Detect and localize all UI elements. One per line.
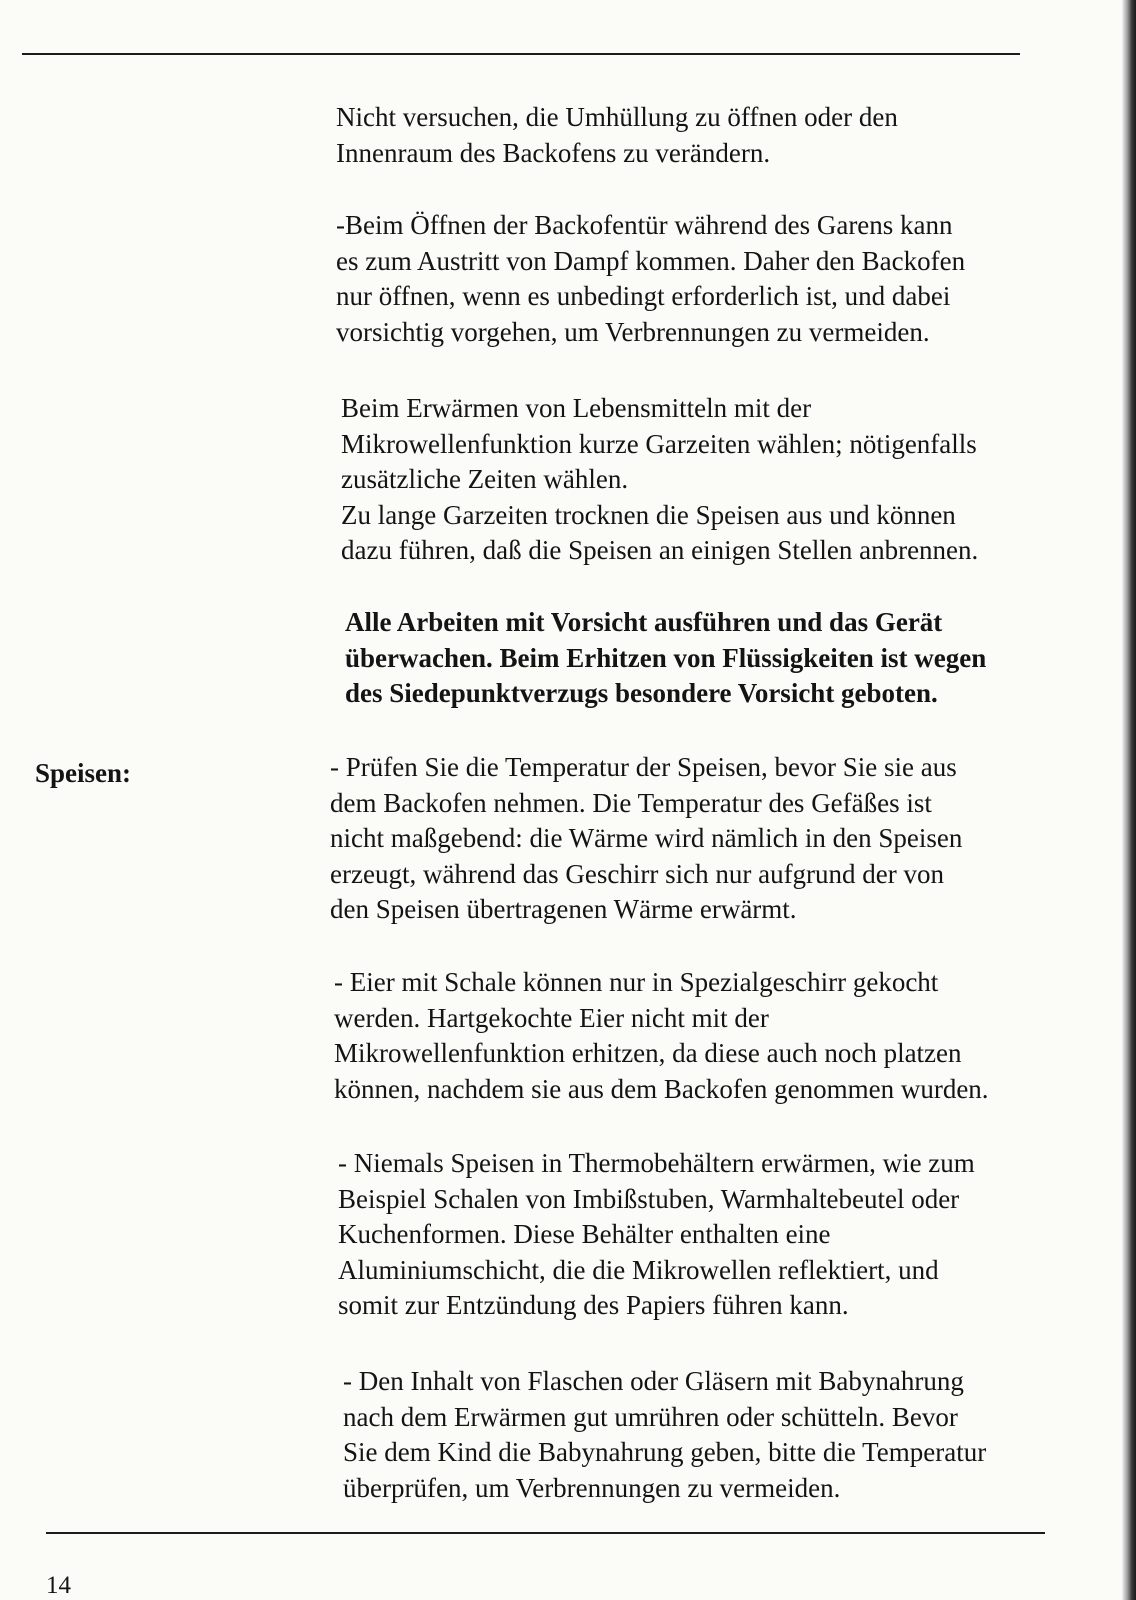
page-number: 14: [46, 1572, 71, 1599]
paragraph-oven-door-steam: -Beim Öffnen der Backofentür während des Garens kann es zum Austritt von Dampf kommen. Daher den Backofen nur öffnen, wenn es unbedingt erforderlich ist, und dabei vorsichtig vorgehen, um Verbrennungen zu vermeiden.: [336, 210, 966, 347]
paragraph-heating-times: Beim Erwärmen von Lebensmitteln mit der Mikrowellenfunktion kurze Garzeiten wählen; nötigenfalls zusätzliche Zeiten wählen. Zu lange Garzeiten trocknen die Speisen aus und können dazu führen, daß die Speisen an einigen Stellen anbrennen.: [341, 393, 979, 565]
paragraph-enclosure-warning: Nicht versuchen, die Umhüllung zu öffnen oder den Innenraum des Backofens zu verändern.: [336, 102, 898, 168]
paragraph-baby-food: - Den Inhalt von Flaschen oder Gläsern mit Babynahrung nach dem Erwärmen gut umrühren oder schütteln. Bevor Sie dem Kind die Babynahrung geben, bitte die Temperatur überprüfen, um Verbrennungen zu vermeiden.: [343, 1366, 987, 1503]
paragraph-caution-notice: Alle Arbeiten mit Vorsicht ausführen und das Gerät überwachen. Beim Erhitzen von Flüssigkeiten ist wegen des Siedepunktverzugs besondere Vorsicht geboten.: [345, 607, 987, 708]
top-divider: [22, 53, 1020, 55]
paragraph-thermo-containers: - Niemals Speisen in Thermobehältern erwärmen, wie zum Beispiel Schalen von Imbißstuben, Warmhaltebeutel oder Kuchenformen. Diese Behälter enthalten eine Aluminiumschicht, die die Mikrowellen reflektiert, und somit zur Entzündung des Papiers führen kann.: [338, 1148, 975, 1320]
paragraph-food-temperature: - Prüfen Sie die Temperatur der Speisen, bevor Sie sie aus dem Backofen nehmen. Die Temperatur des Gefäßes ist nicht maßgebend: die Wärme wird nämlich in den Speisen erzeugt, während das Geschirr sich nur aufgrund der von den Speisen übertragenen Wärme erwärmt.: [330, 752, 963, 924]
bottom-divider: [46, 1532, 1045, 1534]
scan-edge-shadow: [1122, 0, 1136, 1600]
paragraph-eggs: - Eier mit Schale können nur in Spezialgeschirr gekocht werden. Hartgekochte Eier nicht mit der Mikrowellenfunktion erhitzen, da diese auch noch platzen können, nachdem sie aus dem Backofen genommen wurden.: [334, 967, 989, 1104]
section-label-speisen: Speisen:: [35, 758, 132, 788]
